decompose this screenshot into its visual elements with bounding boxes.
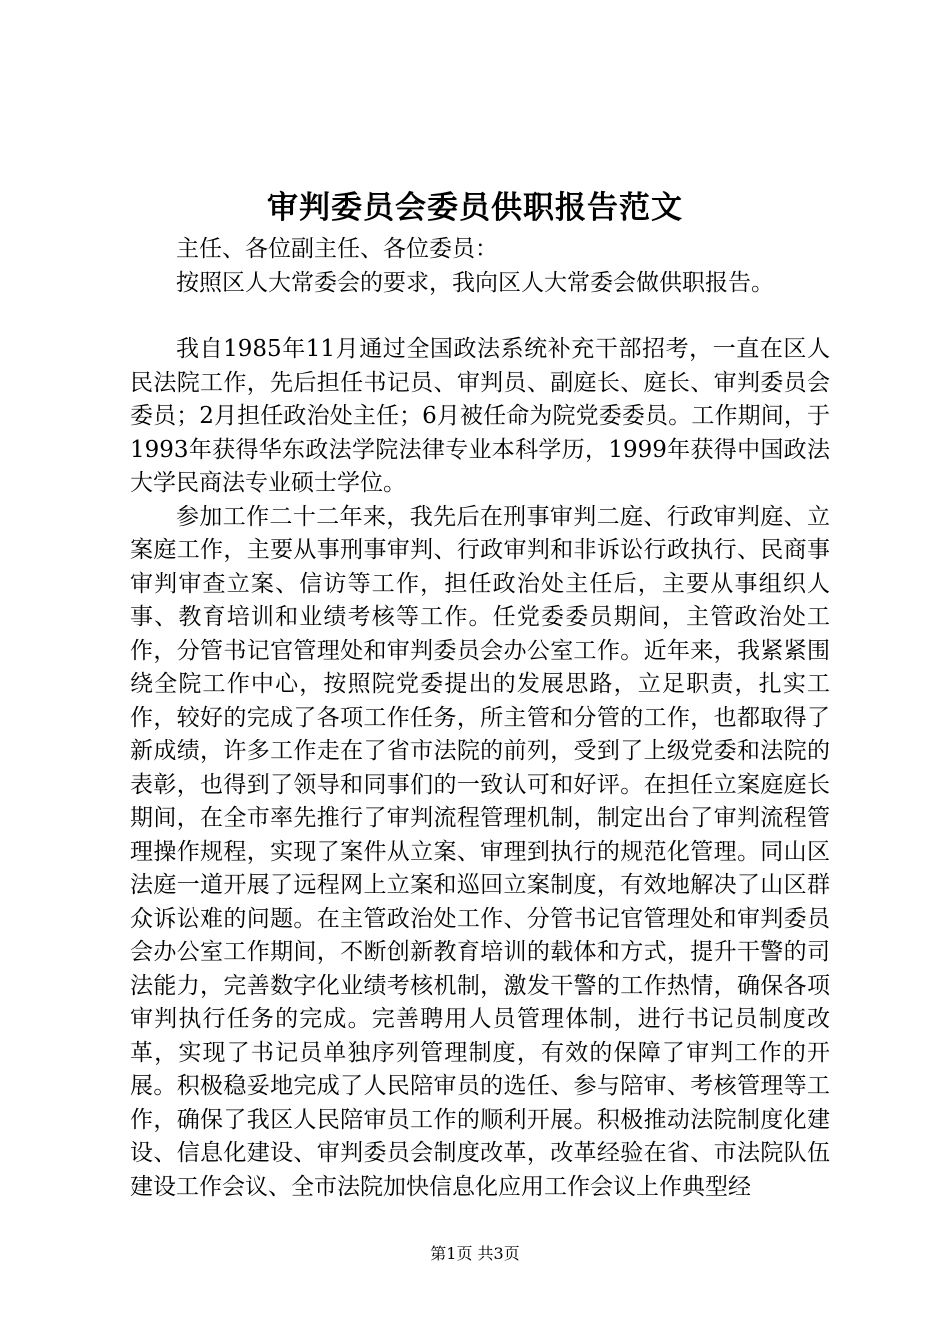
document-title: 审判委员会委员供职报告范文	[267, 190, 683, 226]
work-summary-paragraph: 参加工作二十二年来，我先后在刑事审判二庭、行政审判庭、立案庭工作，主要从事刑事审判、行政审判和非诉讼行政执行、民商事审判审查立案、信访等工作，担任政治处主任后，主要从事组织人事、教育培训和业绩考核等工作。任党委委员期间，主管政治处工作，分管书记官管理处和审判委员会办公室工作。近年来，我紧紧围绕全院工作中心，按照院党委提出的发展思路，立足职责，扎实工作，较好的完成了各项工作任务，所主管和分管的工作，也都取得了新成绩，许多工作走在了省市法院的前列，受到了上级党委和法院的表彰，也得到了领导和同事们的一致认可和好评。在担任立案庭庭长期间，在全市率先推行了审判流程管理机制，制定出台了审判流程管理操作规程，实现了案件从立案、审理到执行的规范化管理。同山区法庭一道开展了远程网上立案和巡回立案制度，有效地解决了山区群众诉讼难的问题。在主管政治处工作、分管书记官管理处和审判委员会办公室工作期间，不断创新教育培训的载体和方式，提升干警的司法能力，完善数字化业绩考核机制，激发干警的工作热情，确保各项审判执行任务的完成。完善聘用人员管理体制，进行书记员制度改革，实现了书记员单独序列管理制度，有效的保障了审判工作的开展。积极稳妥地完成了人民陪审员的选任、参与陪审、考核管理等工作，确保了我区人民陪审员工作的顺利开展。积极推动法院制度化建设、信息化建设、审判委员会制度改革，改革经验在省、市法院队伍建设工作会议、全市法院加快信息化应用工作会议上作典型经	[130, 503, 830, 1200]
intro-paragraph: 按照区人大常委会的要求，我向区人大常委会做供职报告。	[176, 269, 774, 296]
salutation-paragraph: 主任、各位副主任、各位委员：	[176, 236, 498, 262]
background-paragraph: 我自1985年11月通过全国政法系统补充干部招考，一直在区人民法院工作，先后担任书记员、审判员、副庭长、庭长、审判委员会委员；2月担任政治处主任；6月被任命为院党委委员。工作期间，于1993年获得华东政法学院法律专业本科学历，1999年获得中国政法大学民商法专业硕士学位。	[130, 336, 830, 496]
page-footer: 第1页 共3页	[430, 1244, 520, 1263]
document-body	[130, 233, 830, 1204]
